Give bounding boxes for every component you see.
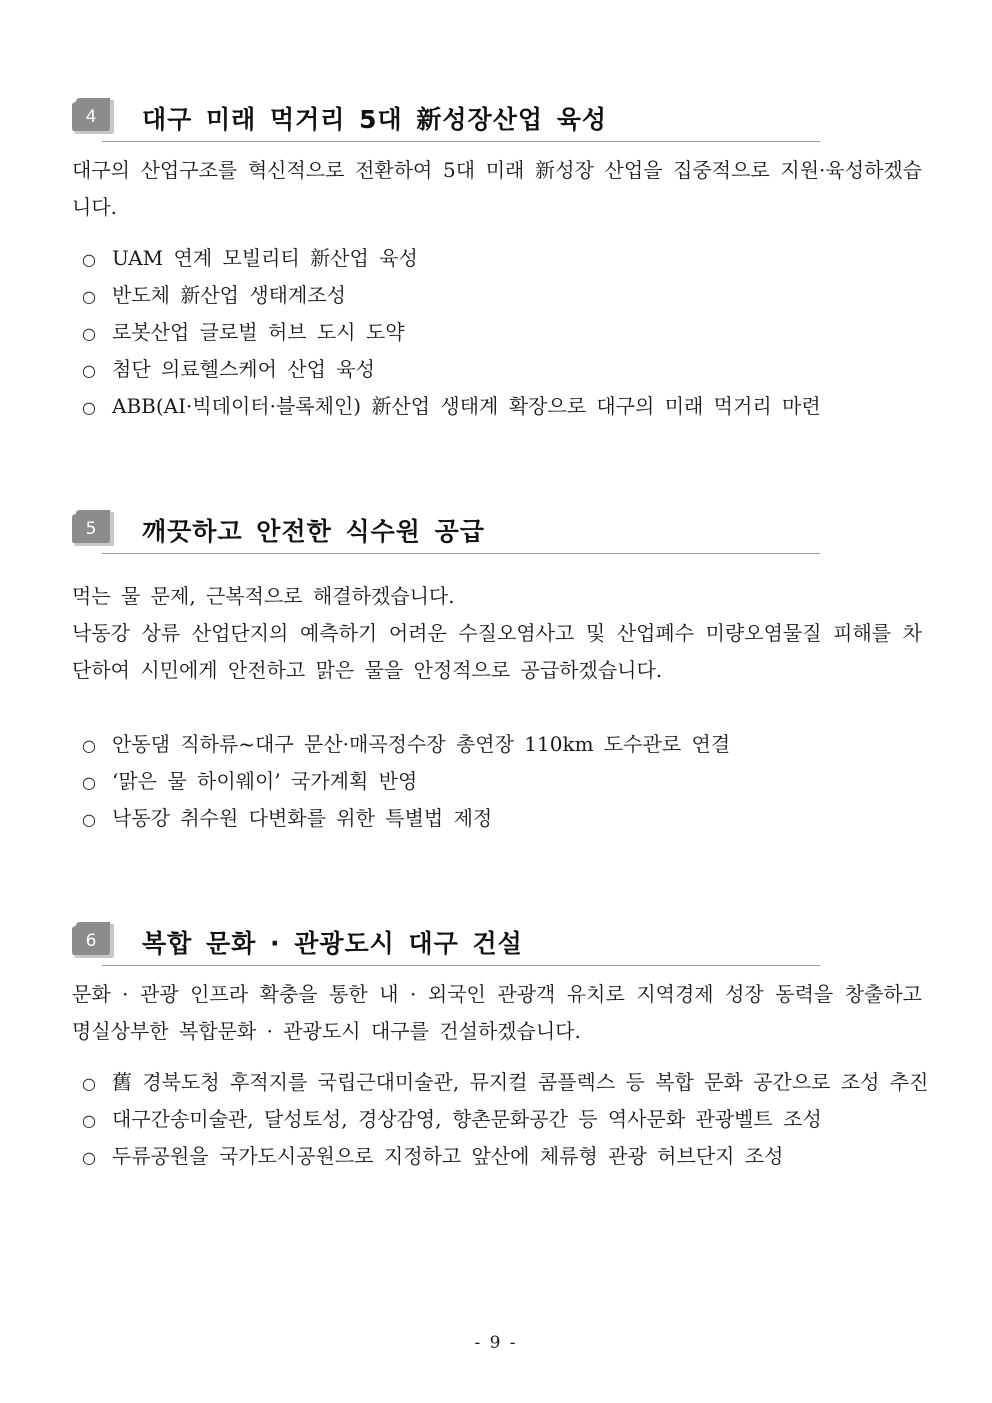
section-paragraph: 낙동강 상류 산업단지의 예측하기 어려운 수질오염사고 및 산업폐수 미량오염물질 피해를 차단하여 시민에게 안전하고 맑은 물을 안정적으로 공급하겠습니다. <box>72 621 922 682</box>
section-title: 깨끗하고 안전한 식수원 공급 <box>142 517 485 546</box>
list-item <box>82 800 730 837</box>
list-item-text: 두류공원을 국가도시공원으로 지정하고 앞산에 체류형 관광 허브단지 조성 <box>112 1144 784 1168</box>
list-item-text: ‘맑은 물 하이웨이’ 국가계획 반영 <box>112 769 418 793</box>
list-item <box>82 277 821 314</box>
circle-bullet-icon: ○ <box>82 324 96 343</box>
page-number: - 9 - <box>474 1333 518 1353</box>
section-number: 6 <box>85 931 97 951</box>
section-number-badge <box>72 98 116 136</box>
list-item <box>82 351 821 388</box>
list-item <box>82 240 821 277</box>
circle-bullet-icon: ○ <box>82 1148 96 1167</box>
circle-bullet-icon: ○ <box>82 250 96 269</box>
bullet-list <box>82 726 730 837</box>
list-item-text: 안동댐 직하류~대구 문산·매곡정수장 총연장 110km 도수관로 연결 <box>112 732 731 756</box>
list-item-text: 낙동강 취수원 다변화를 위한 특별법 제정 <box>112 806 493 830</box>
circle-bullet-icon: ○ <box>82 398 96 417</box>
circle-bullet-icon: ○ <box>82 361 96 380</box>
list-item-text: 첨단 의료헬스케어 산업 육성 <box>112 357 375 381</box>
section-paragraph: 먹는 물 문제, 근복적으로 해결하겠습니다. <box>72 584 455 608</box>
circle-bullet-icon: ○ <box>82 1111 96 1130</box>
list-item <box>82 1101 929 1138</box>
list-item-text: ABB(AI·빅데이터·블록체인) 新산업 생태계 확장으로 대구의 미래 먹거리 마련 <box>112 394 821 418</box>
section-heading <box>72 96 820 140</box>
section-number: 5 <box>85 519 97 539</box>
section-paragraph: 대구의 산업구조를 혁신적으로 전환하여 5대 미래 新성장 산업을 집중적으로 지원·육성하겠습니다. <box>72 158 922 219</box>
list-item <box>82 388 821 425</box>
section-heading <box>72 920 820 964</box>
heading-divider <box>102 553 820 554</box>
section-number-badge <box>72 922 116 960</box>
section-heading <box>72 508 820 552</box>
list-item <box>82 314 821 351</box>
section-number: 4 <box>85 107 97 127</box>
circle-bullet-icon: ○ <box>82 810 96 829</box>
section-title: 대구 미래 먹거리 5대 新성장산업 육성 <box>142 105 608 134</box>
list-item-text: 舊 경북도청 후적지를 국립근대미술관, 뮤지컬 콤플렉스 등 복합 문화 공간으로 조성 추진 <box>112 1070 929 1094</box>
list-item-text: UAM 연계 모빌리티 新산업 육성 <box>112 246 418 270</box>
section-title: 복합 문화 · 관광도시 대구 건설 <box>142 929 523 958</box>
list-item-text: 대구간송미술관, 달성토성, 경상감영, 향촌문화공간 등 역사문화 관광벨트 조성 <box>112 1107 822 1131</box>
list-item <box>82 726 730 763</box>
section-paragraph: 문화 · 관광 인프라 확충을 통한 내 · 외국인 관광객 유치로 지역경제 성장 동력을 창출하고 명실상부한 복합문화 · 관광도시 대구를 건설하겠습니다. <box>72 982 922 1043</box>
circle-bullet-icon: ○ <box>82 736 96 755</box>
heading-divider <box>102 965 820 966</box>
list-item <box>82 1138 929 1175</box>
circle-bullet-icon: ○ <box>82 287 96 306</box>
section-number-badge <box>72 510 116 548</box>
circle-bullet-icon: ○ <box>82 1074 96 1093</box>
list-item <box>82 763 730 800</box>
list-item <box>82 1064 929 1101</box>
circle-bullet-icon: ○ <box>82 773 96 792</box>
heading-divider <box>102 141 820 142</box>
bullet-list <box>82 1064 929 1175</box>
list-item-text: 로봇산업 글로벌 허브 도시 도약 <box>112 320 405 344</box>
list-item-text: 반도체 新산업 생태계조성 <box>112 283 346 307</box>
bullet-list <box>82 240 821 425</box>
